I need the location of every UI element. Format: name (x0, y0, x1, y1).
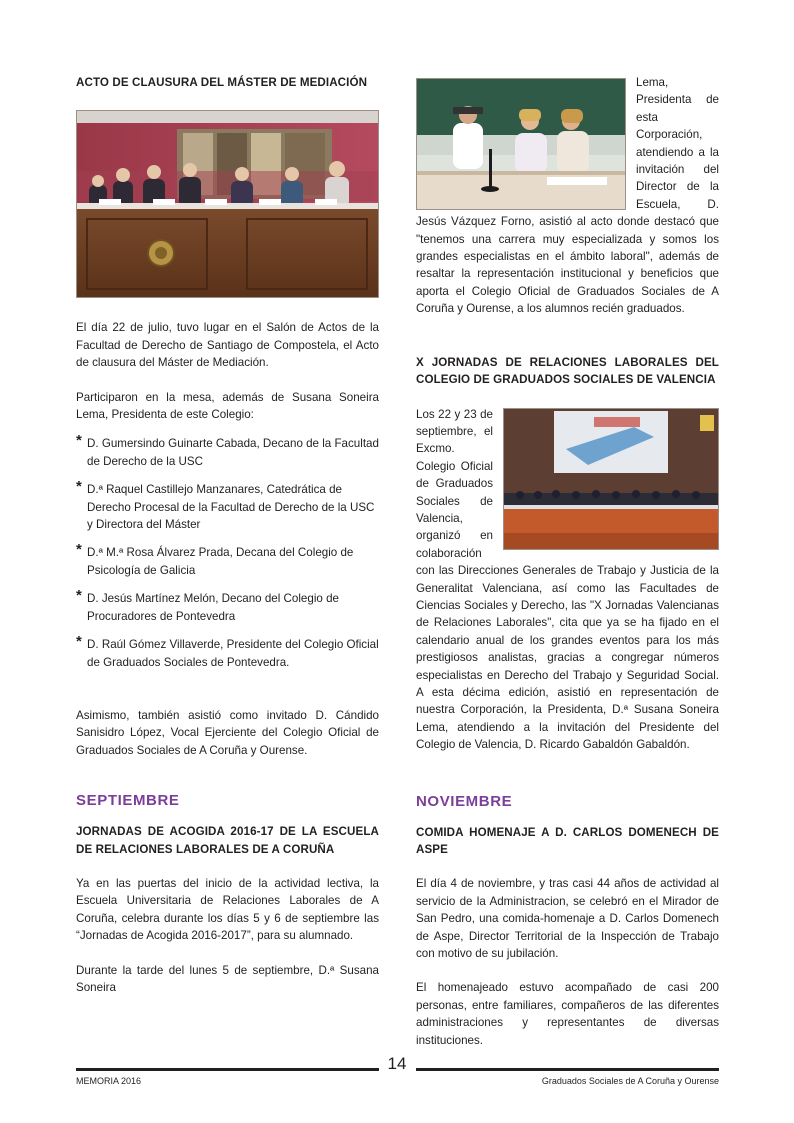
photo-master-ceremony-svg (77, 111, 378, 297)
photo-escuela-acogida-svg (417, 79, 625, 209)
section-heading-jornadas-valencia: X JORNADAS DE RELACIONES LABORALES DEL COLEGIO DE GRADUADOS SOCIALES DE VALENCIA (416, 355, 719, 387)
acogida-paragraph-cont: Lema, Presidenta de esta Corporación, atendiendo a la invitación del Director de la Escuela, D. Jesús Vázquez Forno, asistió al acto donde destacó que "tenemos una carrera muy especializada y somos los grandes especialistas en el ámbito laboral", además de resaltar la representación institucional y beneficios que aporta el Colegio Oficial de Graduados Sociales de A Coruña y Ourense, a los alumnos recién graduados. (416, 76, 719, 316)
clausura-paragraph-2: Participaron en la mesa, además de Susana Soneira Lema, Presidenta de este Colegio: (76, 390, 379, 422)
month-heading-septiembre: SEPTIEMBRE (76, 792, 180, 810)
clausura-paragraph-3: Asimismo, también asistió como invitado D. Cándido Sanisidro López, Vocal Ejerciente del Colegio Oficial de Graduados Sociales de A Coruña y Ourense. (76, 708, 379, 757)
acogida-paragraph-2: Durante la tarde del lunes 5 de septiembre, D.ª Susana Soneira (76, 963, 379, 994)
acogida-paragraph-1: Ya en las puertas del inicio de la actividad lectiva, la Escuela Universitaria de Relaciones Laborales de A Coruña, celebra durante los días 5 y 6 de septiembre las “Jornadas de Acogida 2016-2017”, para su alumnado. (76, 876, 379, 943)
footer-rule-right (416, 1068, 719, 1071)
footer-rule-left (76, 1068, 379, 1071)
section-heading-jornadas-acogida: JORNADAS DE ACOGIDA 2016-17 DE LA ESCUELA DE RELACIONES LABORALES DE A CORUÑA (76, 825, 379, 856)
month-heading-noviembre: NOVIEMBRE (416, 792, 513, 810)
footer-right-text: Graduados Sociales de A Coruña y Ourense (541, 1076, 719, 1086)
list-item: * D. Gumersindo Guinarte Cabada, Decano de la Facultad de Derecho de la USC (76, 432, 379, 468)
footer-left-text: MEMORIA 2016 (76, 1076, 142, 1086)
list-item: * D.ª Raquel Castillejo Manzanares, Catedrática de Derecho Procesal de la Facultad de Derecho de la USC y Directora del Máster (76, 478, 375, 532)
section-heading-comida-homenaje: COMIDA HOMENAJE A D. CARLOS DOMENECH DE ASPE (416, 825, 719, 857)
page-number: 14 (387, 1054, 407, 1073)
list-item: * D. Raúl Gómez Villaverde, Presidente del Colegio Oficial de Graduados Sociales de Pontevedra. (76, 633, 379, 669)
right-column (416, 74, 719, 1049)
valencia-paragraph: Los 22 y 23 de septiembre, el Excmo. Colegio Oficial de Graduados Sociales de Valencia, organizó en colaboración con las Direcciones Generales de Trabajo y Justicia de la Generalitat Valenciana, así como las Facultades de Ciencias Sociales y Derecho, las "X Jornadas Valencianas de Relaciones Laborales", cita que ya se ha fijado en el calendario anual de los grandes eventos para los más prestigiosos analistas, gracias a congregar números especialistas en Derecho del Trabajo y Seguridad Social. A esta décima edición, asistió en representación de nuestra Corporación, la Presidenta, D.ª Susana Soneira Lema, atendiendo a la invitación del Presidente del Colegio de Valencia, D. Ricardo Gabaldón Gabaldón. (416, 407, 719, 752)
section-heading-clausura: ACTO DE CLAUSURA DEL MÁSTER DE MEDIACIÓN (76, 76, 368, 89)
left-column (76, 74, 379, 996)
clausura-paragraph-1: El día 22 de julio, tuvo lugar en el Salón de Actos de la Facultad de Derecho de Santiago de Compostela, el Acto de clausura del Máster de Mediación. (76, 321, 379, 370)
photo-master-ceremony (76, 110, 379, 298)
photo-valencia-jornadas (503, 408, 719, 550)
list-item: * D.ª M.ª Rosa Álvarez Prada, Decana del Colegio de Psicología de Galicia (76, 541, 354, 577)
photo-escuela-acogida (416, 78, 626, 210)
homenaje-paragraph-2: El homenajeado estuvo acompañado de casi 200 personas, entre familiares, compañeros de las diferentes administraciones y representantes de diversas instituciones. (416, 981, 719, 1047)
photo-valencia-jornadas-svg (504, 409, 718, 549)
homenaje-paragraph-1: El día 4 de noviembre, y tras casi 44 años de actividad al servicio de la Administracion, se celebró en el Mirador de San Pedro, una comida-homenaje a D. Carlos Domenech de Aspe, Director Territorial de la Inspección de Trabajo con motivo de su jubilación. (416, 877, 719, 961)
list-item: * D. Jesús Martínez Melón, Decano del Colegio de Procuradores de Pontevedra (76, 587, 339, 623)
participants-list (76, 432, 379, 670)
